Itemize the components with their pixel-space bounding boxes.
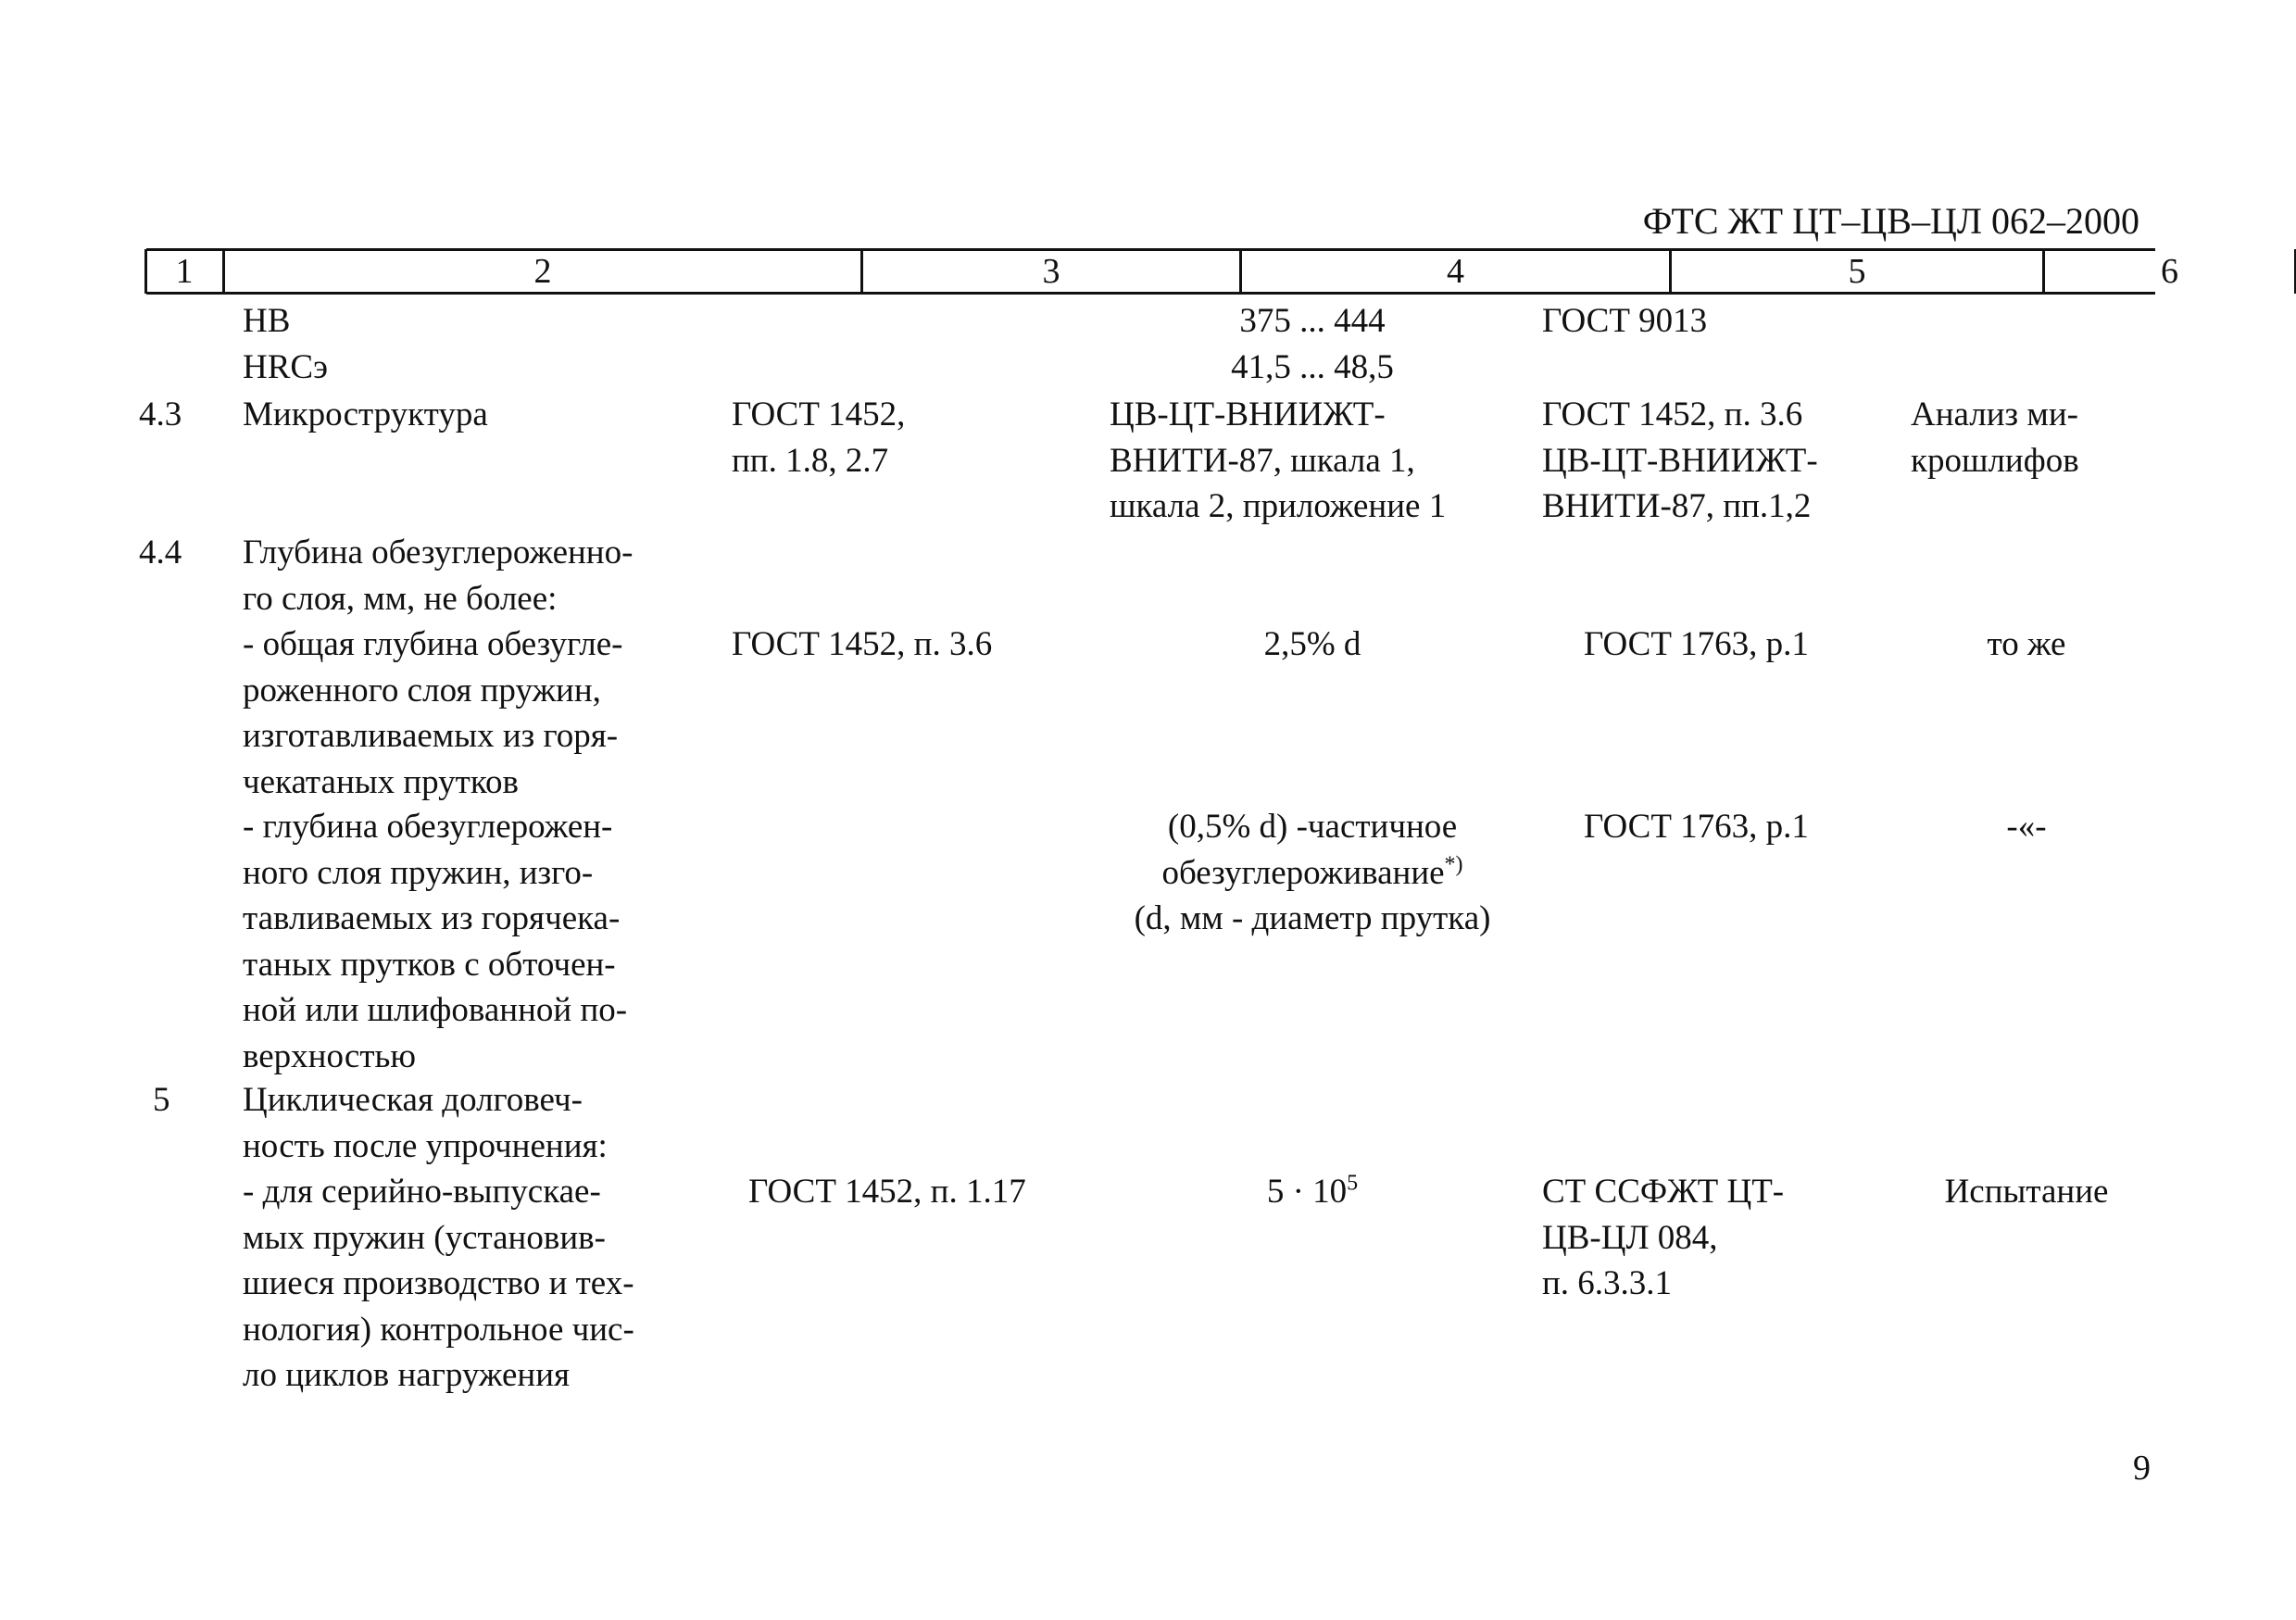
- row-4-4a-norm: ГОСТ 1452, п. 3.6: [732, 625, 993, 663]
- row-4-4b-value-line1: (0,5% d) -частичное: [1167, 808, 1458, 846]
- row-5a-value: [1095, 1169, 1530, 1215]
- row-5a-note: Испытание: [1944, 1173, 2109, 1211]
- header-col-3: 3: [1042, 252, 1060, 291]
- row-5a-value-exponent: 5: [1347, 1171, 1359, 1196]
- row-5a-value-base: 5 · 10: [1266, 1173, 1348, 1211]
- row-4-4-number: 4.4: [139, 534, 182, 571]
- row-4-3-note: Анализ ми- крошлифов: [1911, 396, 2079, 480]
- row-5a-method: СТ ССФЖТ ЦТ- ЦВ-ЦЛ 084, п. 6.3.3.1: [1542, 1173, 1785, 1302]
- row-4-3-number: 4.3: [139, 396, 182, 433]
- row-4-4b-value-line2: [1095, 850, 1530, 897]
- row-hardness-method: ГОСТ 9013: [1542, 302, 1708, 340]
- header-col-4: 4: [1447, 252, 1464, 291]
- header-col-5: 5: [1848, 252, 1866, 291]
- row-4-4b-value-text: обезуглероживание: [1161, 853, 1445, 892]
- header-col-2: 2: [533, 252, 552, 291]
- table-header: [146, 248, 2178, 295]
- row-4-3-value: ЦВ-ЦТ-ВНИИЖТ- ВНИТИ-87, шкала 1, шкала 2, приложение 1: [1110, 396, 1447, 525]
- row-5-name: Циклическая долговеч- ность после упрочнения:: [243, 1081, 608, 1165]
- row-4-4b-value-line3: (d, мм - диаметр прутка): [1134, 899, 1491, 937]
- row-4-4b-note: -«-: [2006, 808, 2047, 846]
- row-4-4b-method: ГОСТ 1763, р.1: [1584, 808, 1809, 846]
- row-4-4a-note: то же: [1987, 625, 2066, 663]
- row-hardness-value: 375 ... 444 41,5 ... 48,5: [1231, 302, 1394, 386]
- row-5-number: 5: [153, 1081, 170, 1119]
- row-4-3-method: ГОСТ 1452, п. 3.6 ЦВ-ЦТ-ВНИИЖТ- ВНИТИ-87, пп.1,2: [1542, 396, 1818, 525]
- row-hardness-name: НВ HRCэ: [243, 302, 328, 386]
- page-number: 9: [2133, 1449, 2151, 1488]
- row-4-4b-name: - глубина обезуглерожен- ного слоя пружин, изго- тавливаемых из горячека- таных прутков с обточен- ной или шлифованной по- верхностью: [243, 808, 628, 1075]
- row-4-4a-value: 2,5% d: [1263, 625, 1361, 663]
- row-4-4a-method: ГОСТ 1763, р.1: [1584, 625, 1809, 663]
- header-col-1: 1: [175, 252, 194, 291]
- row-4-4b-value: [1095, 804, 1530, 942]
- row-5a-norm: ГОСТ 1452, п. 1.17: [748, 1173, 1026, 1211]
- row-4-4-name: Глубина обезуглероженно- го слоя, мм, не более:: [243, 534, 634, 618]
- row-4-3-norm: ГОСТ 1452, пп. 1.8, 2.7: [732, 396, 906, 480]
- row-4-4a-name: - общая глубина обезугле- роженного слоя пружин, изготавливаемых из горя- чекатаных прутков: [243, 625, 623, 801]
- row-4-3-name: Микроструктура: [243, 396, 488, 433]
- header-col-6: 6: [2161, 252, 2178, 291]
- footnote-mark: *): [1444, 852, 1463, 877]
- row-5a-name: - для серийно-выпускае- мых пружин (установив- шиеся производство и тех- нология) контрольное чис- ло циклов нагружения: [243, 1173, 634, 1394]
- document-code: ФТС ЖТ ЦТ–ЦВ–ЦЛ 062–2000: [1642, 200, 2139, 242]
